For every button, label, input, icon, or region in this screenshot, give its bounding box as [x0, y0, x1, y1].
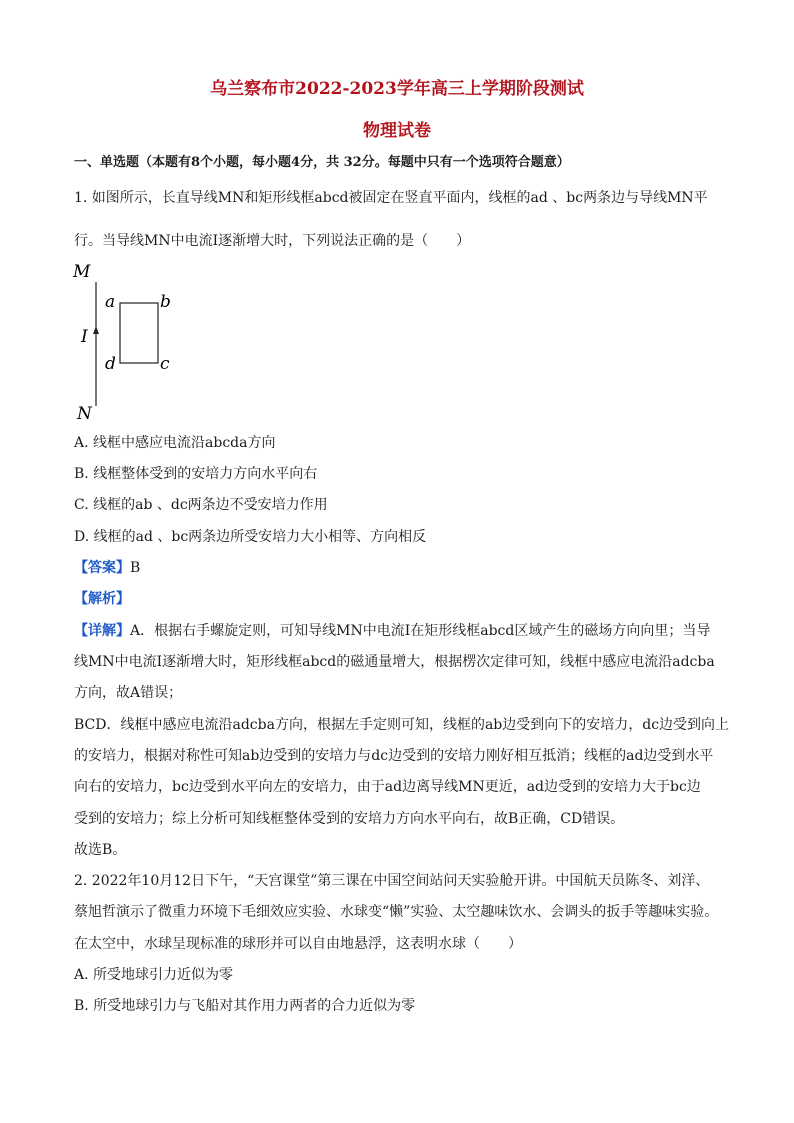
analysis-tag: 【解析】 — [74, 591, 130, 607]
label-a: a — [105, 292, 116, 312]
q1-option-b: B. 线框整体受到的安培力方向水平向右 — [74, 466, 318, 482]
label-b: b — [160, 292, 171, 312]
answer-tag: 【答案】 — [74, 560, 130, 576]
q2-stem-line-2: 蔡旭哲演示了微重力环境下毛细效应实验、水球变“懒”实验、太空趣味饮水、会调头的扳手等趣味实验。 — [74, 904, 719, 920]
q1-detail-line-8: 故选B。 — [74, 842, 127, 858]
q1-option-c: C. 线框的ab 、dc两条边不受安培力作用 — [74, 497, 328, 513]
document-title: 乌兰察布市2022-2023学年高三上学期阶段测试 — [210, 79, 584, 99]
q2-option-b: B. 所受地球引力与飞船对其作用力两者的合力近似为零 — [74, 998, 416, 1014]
q2-stem-line-1: 2. 2022年10月12日下午，“天宫课堂”第三课在中国空间站问天实验舱开讲。中国航天员陈冬、刘洋、 — [74, 873, 710, 889]
loop-abcd — [120, 303, 158, 363]
q1-answer — [74, 557, 140, 577]
q2-stem-line-3: 在太空中，水球呈现标准的球形并可以自由地悬浮，这表明水球（ ） — [74, 936, 522, 952]
q1-stem-line-1: 1. 如图所示，长直导线MN和矩形线框abcd被固定在竖直平面内，线框的ad 、bc两条边与导线MN平 — [74, 190, 708, 206]
detail-text: A．根据右手螺旋定则，可知导线MN中电流I在矩形线框abcd区域产生的磁场方向向里；当导 — [130, 623, 711, 639]
answer-value: B — [130, 560, 141, 576]
q1-figure — [70, 258, 190, 423]
q1-detail-line-1 — [74, 620, 710, 640]
q1-detail-line-5: 的安培力，根据对称性可知ab边受到的安培力与dc边受到的安培力刚好相互抵消；线框的ad边受到水平 — [74, 748, 714, 764]
label-M: M — [73, 262, 91, 282]
q1-option-a: A. 线框中感应电流沿abcda方向 — [74, 435, 276, 451]
current-arrow — [93, 326, 99, 334]
q1-option-d: D. 线框的ad 、bc两条边所受安培力大小相等、方向相反 — [74, 529, 427, 545]
q1-detail-line-7: 受到的安培力；综上分析可知线框整体受到的安培力方向水平向右，故B正确，CD错误。 — [74, 811, 625, 827]
q1-detail-line-6: 向右的安培力，bc边受到水平向左的安培力，由于ad边离导线MN更近，ad边受到的安培力大于bc边 — [74, 779, 701, 795]
q1-stem-line-2: 行。当导线MN中电流I逐渐增大时，下列说法正确的是（ ） — [74, 233, 471, 249]
q1-analysis-tag — [74, 588, 130, 608]
label-I: I — [81, 327, 88, 347]
label-N: N — [77, 404, 92, 423]
detail-tag: 【详解】 — [74, 623, 130, 639]
q1-detail-line-2: 线MN中电流I逐渐增大时，矩形线框abcd的磁通量增大，根据楞次定律可知，线框中感应电流沿adcba — [74, 654, 715, 670]
section-heading: 一、单选题（本题有8个小题，每小题4分，共 32分。每题中只有一个选项符合题意） — [74, 155, 570, 170]
label-c: c — [160, 354, 170, 374]
q1-detail-line-3: 方向，故A错误； — [74, 685, 183, 701]
document-subtitle: 物理试卷 — [363, 121, 431, 141]
label-d: d — [105, 354, 116, 374]
q1-detail-line-4: BCD．线框中感应电流沿adcba方向，根据左手定则可知，线框的ab边受到向下的安培力，dc边受到向上 — [74, 717, 730, 733]
q2-option-a: A. 所受地球引力近似为零 — [74, 967, 234, 983]
